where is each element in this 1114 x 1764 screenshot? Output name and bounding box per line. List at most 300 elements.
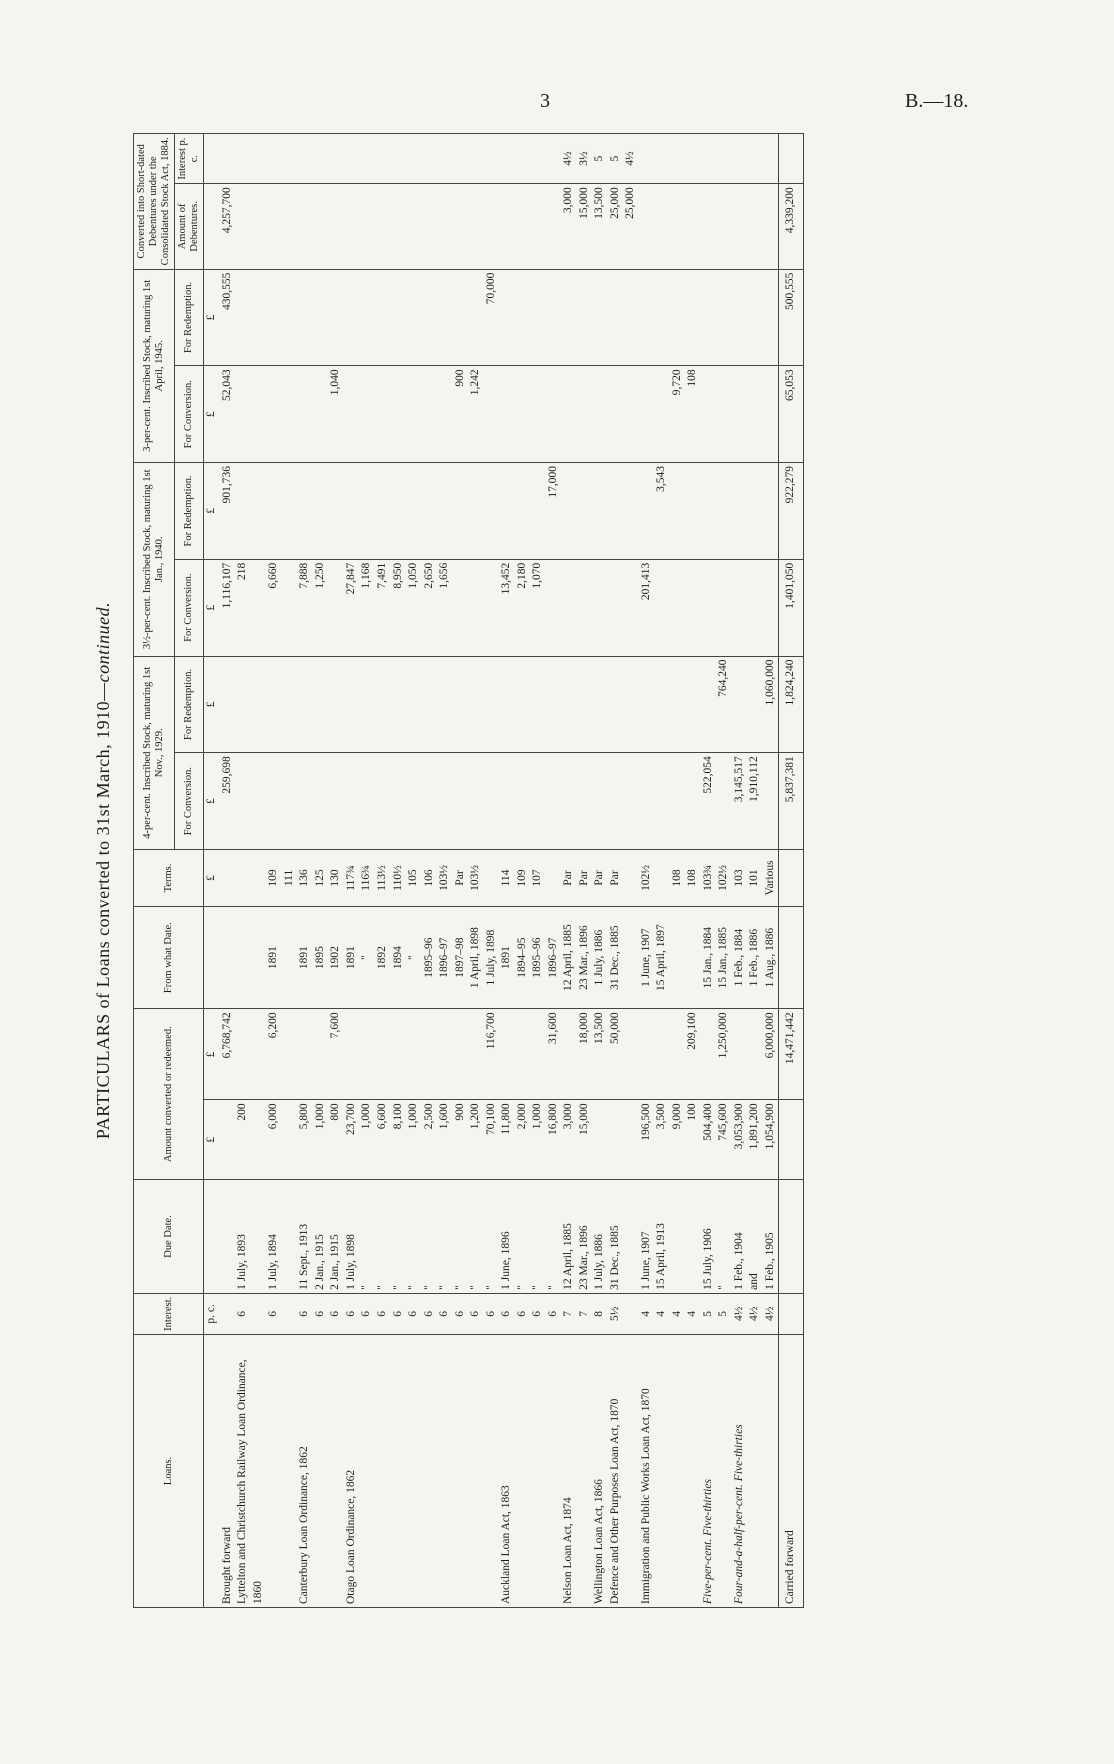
amount-item-cell: 6,600 — [375, 1100, 391, 1180]
amount-item-cell: 8,100 — [391, 1100, 407, 1180]
debenture-interest-cell — [220, 134, 236, 184]
due-date-cell — [220, 1180, 236, 1294]
4pc-redemption-cell — [297, 656, 313, 753]
from-date-cell: 1891 — [297, 906, 313, 1008]
table-row — [484, 134, 500, 1608]
table-row — [499, 134, 515, 1608]
4pc-conversion-cell: 259,698 — [220, 753, 236, 850]
35pc-conversion-cell — [592, 559, 608, 656]
interest-rate-cell: 6 — [235, 1293, 266, 1334]
debenture-amount-cell: 3,000 — [561, 184, 577, 269]
3pc-redemption-cell — [282, 269, 298, 366]
loan-name-cell — [484, 1334, 500, 1607]
debenture-interest-cell — [546, 134, 562, 184]
4pc-conversion-cell — [623, 753, 639, 850]
table-row — [391, 134, 407, 1608]
35pc-conversion-cell: 2,180 — [515, 559, 531, 656]
unit-pound: £ — [204, 753, 220, 850]
3pc-conversion-cell — [344, 366, 360, 463]
debenture-interest-cell — [359, 134, 375, 184]
debenture-amount-cell — [437, 184, 453, 269]
interest-rate-cell: 4 — [670, 1293, 686, 1334]
amount-subtotal-cell: 1,250,000 — [716, 1009, 732, 1100]
interest-rate-cell: 6 — [406, 1293, 422, 1334]
debenture-interest-cell — [422, 134, 438, 184]
amount-subtotal-cell — [313, 1009, 329, 1100]
header-loans: Loans. — [134, 1334, 204, 1607]
35pc-conversion-cell: 1,070 — [530, 559, 546, 656]
debenture-interest-cell: 4½ — [561, 134, 577, 184]
from-date-cell: 1 Feb., 1886 — [747, 906, 763, 1008]
4pc-redemption-cell — [220, 656, 236, 753]
total-amount: 14,471,442 — [779, 1009, 804, 1100]
debenture-amount-cell — [546, 184, 562, 269]
3pc-redemption-cell — [747, 269, 763, 366]
3pc-conversion-cell — [515, 366, 531, 463]
debenture-interest-cell — [484, 134, 500, 184]
debenture-interest-cell — [499, 134, 515, 184]
35pc-redemption-cell — [515, 463, 531, 560]
3pc-conversion-cell — [546, 366, 562, 463]
3pc-redemption-cell — [499, 269, 515, 366]
amount-item-cell: 1,000 — [406, 1100, 422, 1180]
from-date-cell: 1891 — [499, 906, 515, 1008]
35pc-conversion-cell: 201,413 — [639, 559, 655, 656]
from-date-cell: 1902 — [328, 906, 344, 1008]
35pc-conversion-cell: 218 — [235, 559, 266, 656]
from-date-cell — [235, 906, 266, 1008]
35pc-conversion-cell — [608, 559, 624, 656]
from-date-cell: " — [406, 906, 422, 1008]
3pc-redemption-cell — [468, 269, 484, 366]
interest-rate-cell: 6 — [375, 1293, 391, 1334]
35pc-redemption-cell — [282, 463, 298, 560]
4pc-conversion-cell — [422, 753, 438, 850]
amount-item-cell: 1,000 — [359, 1100, 375, 1180]
from-date-cell: 1 Aug., 1886 — [763, 906, 779, 1008]
interest-rate-cell: 4 — [654, 1293, 670, 1334]
35pc-redemption-cell — [468, 463, 484, 560]
unit-pound: £ — [204, 463, 220, 560]
table-row — [266, 134, 282, 1608]
due-date-cell: 1 Feb., 1904 — [732, 1180, 748, 1294]
terms-cell: 103 — [732, 850, 748, 907]
from-date-cell: 1896–97 — [437, 906, 453, 1008]
debenture-amount-cell — [763, 184, 779, 269]
loan-name-cell: Brought forward — [220, 1334, 236, 1607]
amount-subtotal-cell — [235, 1009, 266, 1100]
from-date-cell — [623, 906, 639, 1008]
35pc-conversion-cell — [670, 559, 686, 656]
terms-cell: 101 — [747, 850, 763, 907]
3pc-redemption-cell — [654, 269, 670, 366]
loan-name-cell: Defence and Other Purposes Loan Act, 1870 — [608, 1334, 624, 1607]
terms-cell: 116¾ — [359, 850, 375, 907]
debenture-interest-cell — [763, 134, 779, 184]
terms-cell: 107 — [530, 850, 546, 907]
terms-cell — [220, 850, 236, 907]
header-interest: Interest. — [134, 1293, 204, 1334]
4pc-conversion-cell — [577, 753, 593, 850]
loan-name-cell — [266, 1334, 282, 1607]
4pc-redemption-cell — [391, 656, 407, 753]
amount-item-cell: 196,500 — [639, 1100, 655, 1180]
debenture-amount-cell — [422, 184, 438, 269]
35pc-conversion-cell — [561, 559, 577, 656]
interest-rate-cell: 6 — [359, 1293, 375, 1334]
4pc-redemption-cell — [375, 656, 391, 753]
debenture-amount-cell — [344, 184, 360, 269]
35pc-redemption-cell — [344, 463, 360, 560]
terms-cell: 117¾ — [344, 850, 360, 907]
35pc-conversion-cell — [747, 559, 763, 656]
from-date-cell: 1895 — [313, 906, 329, 1008]
35pc-redemption-cell — [266, 463, 282, 560]
debenture-interest-cell — [685, 134, 701, 184]
4pc-redemption-cell — [422, 656, 438, 753]
debenture-amount-cell — [484, 184, 500, 269]
35pc-redemption-cell — [235, 463, 266, 560]
debenture-interest-cell — [453, 134, 469, 184]
header-amount: Amount converted or redeemed. — [134, 1009, 204, 1180]
unit-pound: £ — [204, 366, 220, 463]
4pc-redemption-cell — [670, 656, 686, 753]
from-date-cell: 1 April, 1898 — [468, 906, 484, 1008]
debenture-amount-cell — [515, 184, 531, 269]
amount-item-cell: 1,000 — [530, 1100, 546, 1180]
interest-rate-cell: 8 — [592, 1293, 608, 1334]
35pc-redemption-cell — [406, 463, 422, 560]
35pc-redemption-cell — [297, 463, 313, 560]
3pc-redemption-cell — [623, 269, 639, 366]
due-date-cell: " — [484, 1180, 500, 1294]
4pc-redemption-cell — [732, 656, 748, 753]
amount-subtotal-cell — [359, 1009, 375, 1100]
debenture-amount-cell — [313, 184, 329, 269]
amount-subtotal-cell: 209,100 — [685, 1009, 701, 1100]
debenture-interest-cell — [670, 134, 686, 184]
35pc-conversion-cell: 1,168 — [359, 559, 375, 656]
3pc-redemption-cell — [437, 269, 453, 366]
4pc-redemption-cell — [577, 656, 593, 753]
header-3pc-stock: 3-per-cent. Inscribed Stock, maturing 1st April, 1945. — [134, 269, 175, 462]
4pc-conversion-cell — [313, 753, 329, 850]
3pc-conversion-cell — [577, 366, 593, 463]
table-row — [577, 134, 593, 1608]
amount-subtotal-cell — [391, 1009, 407, 1100]
debenture-amount-cell — [282, 184, 298, 269]
4pc-conversion-cell — [375, 753, 391, 850]
interest-rate-cell: 6 — [266, 1293, 282, 1334]
amount-subtotal-cell — [623, 1009, 639, 1100]
35pc-conversion-cell: 1,656 — [437, 559, 453, 656]
amount-subtotal-cell — [468, 1009, 484, 1100]
35pc-redemption-cell — [375, 463, 391, 560]
4pc-conversion-cell — [499, 753, 515, 850]
35pc-redemption-cell — [577, 463, 593, 560]
debenture-amount-cell — [468, 184, 484, 269]
3pc-conversion-cell — [623, 366, 639, 463]
from-date-cell: 1897–98 — [453, 906, 469, 1008]
terms-cell: 106 — [422, 850, 438, 907]
due-date-cell: " — [406, 1180, 422, 1294]
4pc-conversion-cell — [654, 753, 670, 850]
3pc-conversion-cell — [747, 366, 763, 463]
35pc-redemption-cell — [530, 463, 546, 560]
debenture-interest-cell — [530, 134, 546, 184]
35pc-conversion-cell — [546, 559, 562, 656]
debenture-amount-cell — [359, 184, 375, 269]
35pc-conversion-cell: 27,847 — [344, 559, 360, 656]
debenture-interest-cell — [406, 134, 422, 184]
35pc-redemption-cell — [608, 463, 624, 560]
loan-name-cell — [546, 1334, 562, 1607]
4pc-redemption-cell — [654, 656, 670, 753]
terms-cell — [484, 850, 500, 907]
due-date-cell — [282, 1180, 298, 1294]
debenture-interest-cell — [266, 134, 282, 184]
4pc-conversion-cell — [546, 753, 562, 850]
4pc-conversion-cell — [592, 753, 608, 850]
3pc-conversion-cell — [639, 366, 655, 463]
from-date-cell: 31 Dec., 1885 — [608, 906, 624, 1008]
carried-forward-row — [779, 134, 804, 1608]
amount-item-cell: 1,200 — [468, 1100, 484, 1180]
table-row — [763, 134, 779, 1608]
35pc-conversion-cell — [685, 559, 701, 656]
35pc-conversion-cell — [716, 559, 732, 656]
from-date-cell: 12 April, 1885 — [561, 906, 577, 1008]
4pc-conversion-cell — [515, 753, 531, 850]
interest-rate-cell: 6 — [546, 1293, 562, 1334]
terms-cell — [546, 850, 562, 907]
4pc-redemption-cell — [453, 656, 469, 753]
from-date-cell: 1891 — [266, 906, 282, 1008]
unit-pound: £ — [204, 1009, 220, 1100]
3pc-redemption-cell — [592, 269, 608, 366]
due-date-cell: 2 Jan., 1915 — [313, 1180, 329, 1294]
table-row — [297, 134, 313, 1608]
debenture-interest-cell: 5 — [592, 134, 608, 184]
from-date-cell: 15 April, 1897 — [654, 906, 670, 1008]
4pc-redemption-cell — [282, 656, 298, 753]
amount-item-cell: 15,000 — [577, 1100, 593, 1180]
table-row — [359, 134, 375, 1608]
amount-subtotal-cell — [422, 1009, 438, 1100]
header-35pc-redemption: For Redemption. — [175, 463, 204, 560]
3pc-conversion-cell — [359, 366, 375, 463]
debenture-amount-cell: 15,000 — [577, 184, 593, 269]
3pc-conversion-cell — [592, 366, 608, 463]
4pc-conversion-cell — [763, 753, 779, 850]
terms-cell: 125 — [313, 850, 329, 907]
4pc-conversion-cell — [297, 753, 313, 850]
3pc-redemption-cell — [546, 269, 562, 366]
table-body — [204, 134, 779, 1608]
due-date-cell: 15 July, 1906 — [701, 1180, 717, 1294]
35pc-conversion-cell — [328, 559, 344, 656]
35pc-redemption-cell — [639, 463, 655, 560]
4pc-redemption-cell — [608, 656, 624, 753]
35pc-redemption-cell — [422, 463, 438, 560]
4pc-redemption-cell — [468, 656, 484, 753]
4pc-redemption-cell: 764,240 — [716, 656, 732, 753]
amount-subtotal-cell: 116,700 — [484, 1009, 500, 1100]
from-date-cell: 1891 — [344, 906, 360, 1008]
amount-subtotal-cell — [530, 1009, 546, 1100]
35pc-conversion-cell — [453, 559, 469, 656]
35pc-redemption-cell: 17,000 — [546, 463, 562, 560]
35pc-conversion-cell — [732, 559, 748, 656]
4pc-conversion-cell — [608, 753, 624, 850]
interest-rate-cell — [220, 1293, 236, 1334]
debenture-amount-cell — [701, 184, 717, 269]
amount-subtotal-cell — [732, 1009, 748, 1100]
from-date-cell: 1894–95 — [515, 906, 531, 1008]
units-row — [204, 134, 220, 1608]
4pc-redemption-cell — [747, 656, 763, 753]
35pc-conversion-cell: 1,116,107 — [220, 559, 236, 656]
header-4pc-stock: 4-per-cent. Inscribed Stock, maturing 1st Nov., 1929. — [134, 656, 175, 849]
35pc-redemption-cell — [732, 463, 748, 560]
terms-cell: 105 — [406, 850, 422, 907]
3pc-redemption-cell — [266, 269, 282, 366]
amount-subtotal-cell — [561, 1009, 577, 1100]
from-date-cell: 1894 — [391, 906, 407, 1008]
amount-subtotal-cell — [701, 1009, 717, 1100]
4pc-conversion-cell — [468, 753, 484, 850]
4pc-conversion-cell: 3,145,517 — [732, 753, 748, 850]
debenture-amount-cell — [685, 184, 701, 269]
35pc-redemption-cell — [747, 463, 763, 560]
loan-name-cell — [328, 1334, 344, 1607]
debenture-amount-cell — [654, 184, 670, 269]
3pc-redemption-cell — [297, 269, 313, 366]
4pc-redemption-cell — [546, 656, 562, 753]
debenture-amount-cell — [639, 184, 655, 269]
unit-pc: p. c. — [204, 1293, 220, 1334]
table-row — [406, 134, 422, 1608]
due-date-cell: " — [359, 1180, 375, 1294]
unit-pound: £ — [204, 850, 220, 907]
35pc-conversion-cell: 1,050 — [406, 559, 422, 656]
debenture-interest-cell: 4½ — [623, 134, 639, 184]
3pc-conversion-cell — [763, 366, 779, 463]
due-date-cell: 1 June, 1907 — [639, 1180, 655, 1294]
amount-item-cell: 11,800 — [499, 1100, 515, 1180]
4pc-conversion-cell: 522,054 — [701, 753, 717, 850]
amount-subtotal-cell: 50,000 — [608, 1009, 624, 1100]
amount-item-cell: 745,600 — [716, 1100, 732, 1180]
4pc-conversion-cell — [391, 753, 407, 850]
amount-subtotal-cell: 6,200 — [266, 1009, 282, 1100]
3pc-conversion-cell — [282, 366, 298, 463]
35pc-conversion-cell: 1,250 — [313, 559, 329, 656]
4pc-redemption-cell — [344, 656, 360, 753]
amount-item-cell — [608, 1100, 624, 1180]
3pc-redemption-cell — [235, 269, 266, 366]
4pc-conversion-cell — [266, 753, 282, 850]
due-date-cell: 1 July, 1894 — [266, 1180, 282, 1294]
table-row — [235, 134, 266, 1608]
amount-item-cell: 9,000 — [670, 1100, 686, 1180]
amount-subtotal-cell: 6,768,742 — [220, 1009, 236, 1100]
interest-rate-cell: 6 — [422, 1293, 438, 1334]
interest-rate-cell: 6 — [530, 1293, 546, 1334]
4pc-conversion-cell — [406, 753, 422, 850]
loan-name-cell — [282, 1334, 298, 1607]
35pc-conversion-cell — [484, 559, 500, 656]
interest-rate-cell: 4½ — [747, 1293, 763, 1334]
loan-name-cell: Lyttelton and Christchurch Railway Loan Ordinance, 1860 — [235, 1334, 266, 1607]
debenture-amount-cell: 13,500 — [592, 184, 608, 269]
4pc-conversion-cell — [670, 753, 686, 850]
total-label: Carried forward — [779, 1334, 804, 1607]
page-number: 3 — [540, 90, 550, 112]
debenture-interest-cell — [391, 134, 407, 184]
3pc-redemption-cell — [577, 269, 593, 366]
debenture-amount-cell — [266, 184, 282, 269]
debenture-interest-cell: 5 — [608, 134, 624, 184]
debenture-interest-cell — [344, 134, 360, 184]
debenture-amount-cell — [670, 184, 686, 269]
table-row — [561, 134, 577, 1608]
loan-name-cell — [530, 1334, 546, 1607]
due-date-cell — [623, 1180, 639, 1294]
3pc-redemption-cell — [608, 269, 624, 366]
amount-item-cell — [220, 1100, 236, 1180]
terms-cell: 114 — [499, 850, 515, 907]
35pc-redemption-cell — [670, 463, 686, 560]
3pc-conversion-cell — [608, 366, 624, 463]
35pc-redemption-cell — [763, 463, 779, 560]
terms-cell: 108 — [685, 850, 701, 907]
table-row — [468, 134, 484, 1608]
3pc-redemption-cell — [328, 269, 344, 366]
amount-item-cell: 1,000 — [313, 1100, 329, 1180]
4pc-redemption-cell — [437, 656, 453, 753]
debenture-amount-cell — [406, 184, 422, 269]
loan-name-cell — [468, 1334, 484, 1607]
3pc-conversion-cell — [484, 366, 500, 463]
3pc-conversion-cell — [701, 366, 717, 463]
amount-subtotal-cell — [639, 1009, 655, 1100]
3pc-redemption-cell — [763, 269, 779, 366]
35pc-conversion-cell — [468, 559, 484, 656]
35pc-redemption-cell — [716, 463, 732, 560]
amount-subtotal-cell — [515, 1009, 531, 1100]
4pc-redemption-cell — [406, 656, 422, 753]
amount-subtotal-cell — [499, 1009, 515, 1100]
debenture-interest-cell: 3½ — [577, 134, 593, 184]
3pc-conversion-cell — [561, 366, 577, 463]
terms-cell: 102½ — [716, 850, 732, 907]
amount-item-cell: 3,500 — [654, 1100, 670, 1180]
loan-name-cell — [670, 1334, 686, 1607]
3pc-redemption-cell — [406, 269, 422, 366]
3pc-redemption-cell — [359, 269, 375, 366]
debenture-interest-cell — [328, 134, 344, 184]
total-debentures: 4,339,200 — [779, 184, 804, 269]
table-row — [437, 134, 453, 1608]
terms-cell — [654, 850, 670, 907]
table-row — [701, 134, 717, 1608]
from-date-cell: 1892 — [375, 906, 391, 1008]
amount-subtotal-cell — [344, 1009, 360, 1100]
4pc-conversion-cell — [530, 753, 546, 850]
terms-cell: 109 — [515, 850, 531, 907]
table-row — [639, 134, 655, 1608]
